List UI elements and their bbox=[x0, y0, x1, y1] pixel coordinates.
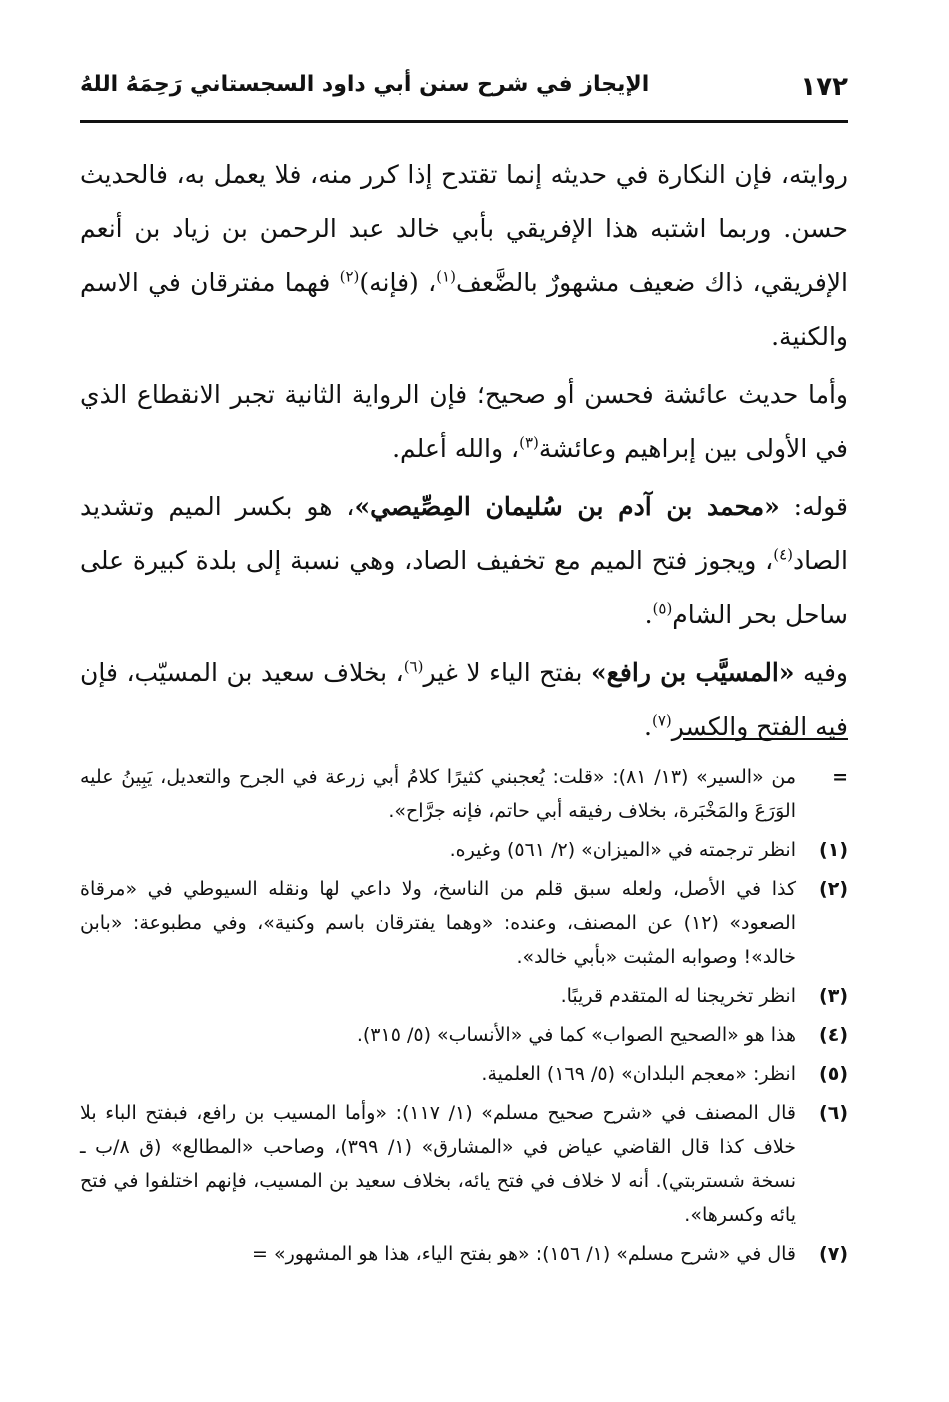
footnote-marker: (٧) bbox=[819, 1243, 848, 1265]
header-rule bbox=[80, 120, 848, 123]
text-run: ، بخلاف سعيد بن المسيّب، فإن فيه الفتح والكسر bbox=[80, 658, 848, 741]
quoted-name: «المسيَّب بن رافع» bbox=[591, 658, 795, 687]
footnote-marker: (٥) bbox=[819, 1063, 848, 1085]
footnote-text: انظر تخريجنا له المتقدم قريبًا. bbox=[560, 985, 796, 1007]
footnote-marker: (٦) bbox=[819, 1102, 848, 1124]
footnote-ref-3: (٣) bbox=[519, 433, 539, 452]
footnote-text: قال المصنف في «شرح صحيح مسلم» (١/ ١١٧): «وأما المسيب بن رافع، فبفتح الباء بلا خلاف كذا قال القاضي عياض في «المشارق» (١/ ٣٩٩)، وصاحب «المطالع» (ق ٨/ب ـ نسخة شستربتي). أنه لا خلاف في فتح يائه، بخلاف سعيد بن المسيب، فإنهم اختلفوا في فتح يائه وكسرها». bbox=[80, 1102, 796, 1226]
footnote-ref-2: (٢) bbox=[339, 267, 360, 286]
footnote-text: انظر ترجمته في «الميزان» (٢/ ٥٦١) وغيره. bbox=[449, 839, 796, 861]
footnote-7 bbox=[80, 1237, 848, 1271]
paragraph-2 bbox=[80, 368, 848, 476]
footnote-text: من «السير» (١٣/ ٨١): «قلت: يُعجبني كثيرًا كلامُ أبي زرعة في الجرح والتعديل، يَبِينُ عليه الوَرَعَ والمَخْبَرة، بخلاف رفيقه أبي حاتم، فإنه جرَّاح». bbox=[80, 766, 796, 822]
footnote-marker: = bbox=[832, 766, 848, 788]
text-run: ، (فإنه) bbox=[359, 268, 437, 297]
text-run: ، والله أعلم. bbox=[392, 434, 520, 463]
footnote-marker: (٢) bbox=[819, 878, 848, 900]
paragraph-3 bbox=[80, 480, 848, 642]
text-run: ، ويجوز فتح الميم مع تخفيف الصاد، وهي نسبة إلى بلدة كبيرة على ساحل بحر الشام bbox=[80, 546, 848, 629]
text-run: ، هو بكسر الميم وتشديد الصاد bbox=[80, 492, 848, 575]
footnote-text: كذا في الأصل، ولعله سبق قلم من الناسخ، ولا داعي لها ونقله السيوطي في «مرقاة الصعود» (١٢) عن المصنف، وعنده: «وهما يفترقان باسم وكنية»، وفي مطبوعة: «بابن خالد»! وصوابه المثبت «بأبي خالد». bbox=[80, 878, 796, 968]
footnote-text: انظر: «معجم البلدان» (٥/ ١٦٩) العلمية. bbox=[481, 1063, 796, 1085]
footnote-continued bbox=[80, 760, 848, 828]
text-run: وأما حديث عائشة فحسن أو صحيح؛ فإن الرواية الثانية تجبر الانقطاع الذي في الأولى بين إبراهيم وعائشة bbox=[80, 380, 848, 463]
text-run: روايته، فإن النكارة في حديثه إنما تقتدح إذا كرر منه، فلا يعمل به، فالحديث حسن. وربما اشتبه هذا الإفريقي بأبي خالد عبد الرحمن بن زياد بن أنعم الإفريقي، ذاك ضعيف مشهورٌ بالضَّعف bbox=[80, 160, 848, 297]
text-run: . bbox=[644, 712, 652, 741]
footnote-ref-4: (٤) bbox=[773, 545, 793, 564]
text-run: وفيه bbox=[794, 658, 848, 687]
main-text bbox=[80, 148, 848, 758]
text-run: بفتح الياء لا غير bbox=[423, 658, 591, 687]
page-number: ١٧٢ bbox=[800, 72, 848, 102]
footnote-separator bbox=[683, 738, 848, 740]
footnote-3 bbox=[80, 979, 848, 1013]
paragraph-1 bbox=[80, 148, 848, 364]
page-header bbox=[80, 66, 848, 106]
footnote-ref-6: (٦) bbox=[403, 657, 424, 676]
running-title: الإيجاز في شرح سنن أبي داود السجستاني رَحِمَهُ اللهُ bbox=[80, 72, 650, 97]
footnote-marker: (٤) bbox=[819, 1024, 848, 1046]
footnote-5 bbox=[80, 1057, 848, 1091]
footnote-2 bbox=[80, 872, 848, 974]
footnote-ref-1: (١) bbox=[436, 267, 456, 286]
quoted-name: «محمد بن آدم بن سُليمان المِصِّيصي» bbox=[354, 492, 780, 521]
footnotes bbox=[80, 760, 848, 1276]
footnote-text: قال في «شرح مسلم» (١/ ١٥٦): «هو بفتح الياء، هذا هو المشهور» = bbox=[252, 1243, 796, 1265]
footnote-ref-7: (٧) bbox=[651, 711, 672, 730]
footnote-marker: (١) bbox=[819, 839, 848, 861]
footnote-6 bbox=[80, 1096, 848, 1232]
text-run: فهما مفترقان في الاسم والكنية. bbox=[80, 268, 848, 351]
footnote-text: هذا هو «الصحيح الصواب» كما في «الأنساب» (٥/ ٣١٥). bbox=[356, 1024, 796, 1046]
footnote-4 bbox=[80, 1018, 848, 1052]
footnote-marker: (٣) bbox=[819, 985, 848, 1007]
footnote-1 bbox=[80, 833, 848, 867]
text-run: . bbox=[644, 600, 653, 629]
text-run: قوله: bbox=[779, 492, 848, 521]
footnote-ref-5: (٥) bbox=[652, 599, 673, 618]
